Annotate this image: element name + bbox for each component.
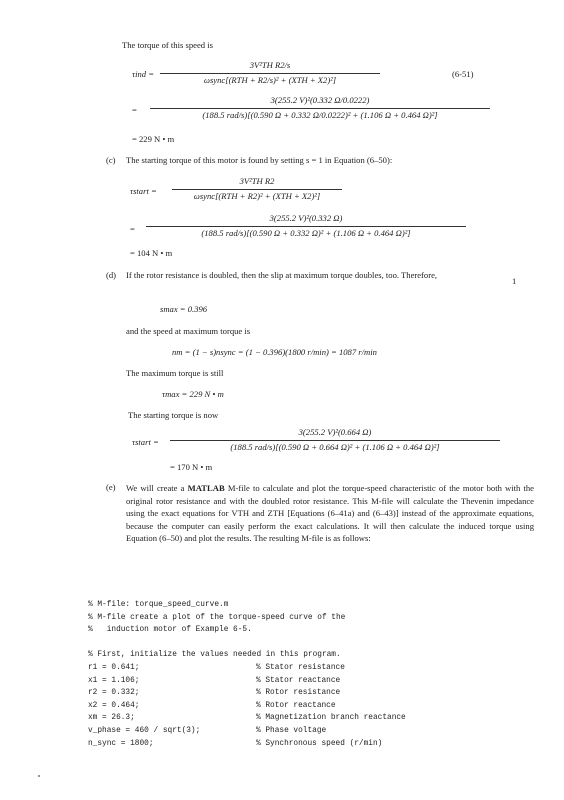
eq1-denominator: ωsync[(RTH + R2/s)² + (XTH + X2)²] <box>203 75 337 85</box>
item-d-smax: smax = 0.396 <box>160 304 208 314</box>
item-d-result: = 170 N • m <box>170 462 213 472</box>
item-c-numerator-values: 3(255.2 V)²(0.332 Ω) <box>269 213 343 223</box>
item-d-label: (d) <box>106 270 117 280</box>
item-d-text: If the rotor resistance is doubled, then the slip at maximum torque doubles, too. Therefore, <box>126 270 438 280</box>
code-comment: % Stator reactance <box>256 676 341 685</box>
code-line: n_sync = 1800; <box>88 739 154 748</box>
code-comment: % Stator resistance <box>256 664 345 672</box>
scan-artifact <box>38 775 40 777</box>
item-d-fraction-bar <box>170 440 500 441</box>
code-line: x2 = 0.464; <box>88 701 140 710</box>
item-d-lhs: τstart = <box>132 437 159 447</box>
item-c-numerator: 3V²TH R2 <box>239 176 275 186</box>
code-listing <box>88 600 548 760</box>
eq1-values-fraction-bar <box>150 108 490 109</box>
margin-mark: 1 <box>512 276 517 286</box>
item-c-denominator: ωsync[(RTH + R2)² + (XTH + X2)²] <box>193 191 321 201</box>
item-d-speed-intro: and the speed at maximum torque is <box>126 326 251 336</box>
item-d-denominator-values: (188.5 rad/s)[(0.590 Ω + 0.664 Ω)² + (1.106 Ω + 0.464 Ω)²] <box>230 442 440 452</box>
eq1-numerator: 3V²TH R2/s <box>249 60 291 70</box>
intro-text: The torque of this speed is <box>122 40 213 50</box>
item-d-speed-equation: nm = (1 − s)nsync = (1 − 0.396)(1800 r/min) = 1087 r/min <box>172 347 377 357</box>
eq1-fraction-bar <box>160 73 380 74</box>
code-comment: % Rotor reactance <box>256 701 336 710</box>
item-c-fraction-bar <box>172 189 342 190</box>
item-d-maxtorque: τmax = 229 N • m <box>162 389 224 399</box>
item-d-starting-intro: The starting torque is now <box>128 410 219 420</box>
item-c-result: = 104 N • m <box>130 248 173 258</box>
item-c-label: (c) <box>106 155 116 165</box>
code-line: v_phase = 460 / sqrt(3); <box>88 727 201 735</box>
code-comment: % Phase voltage <box>256 727 327 735</box>
code-line: % M-file: torque_speed_curve.m <box>88 601 229 609</box>
matlab-term: MATLAB <box>187 483 225 493</box>
item-c-text: The starting torque of this motor is found by setting s = 1 in Equation (6–50): <box>126 155 393 165</box>
item-c-values-fraction-bar <box>146 226 466 227</box>
item-d-maxtorque-intro: The maximum torque is still <box>126 368 224 378</box>
code-line: x1 = 1.106; <box>88 676 140 685</box>
code-line: % First, initialize the values needed in this program. <box>88 651 341 660</box>
code-comment: % Magnetization branch reactance <box>256 714 406 723</box>
code-comment: % Rotor resistance <box>256 689 341 698</box>
item-e-label: (e) <box>106 482 116 492</box>
item-d-numerator-values: 3(255.2 V)²(0.664 Ω) <box>298 427 372 437</box>
item-e-paragraph: We will create a MATLAB M-file to calculate and plot the torque-speed characteristic of the motor both with the original rotor resistance and with the doubled rotor resistance. This M-file will calculate the Thevenin impedance using the exact equations for VTH and ZTH [Equations (6–41a) and (6–43)] instead of the approximate equations, because the computer can easily perform the exact calculations. It will then calculate the induced torque using Equation (6–50) and plot the results. The resulting M-file is as follows: <box>126 483 534 544</box>
code-line: xm = 26.3; <box>88 714 135 723</box>
equation-number: (6-51) <box>452 69 474 79</box>
code-line: r1 = 0.641; <box>88 664 140 672</box>
eq1-result: = 229 N • m <box>132 134 175 144</box>
eq1-lhs: τind = <box>132 69 155 79</box>
eq1-numerator-values: 3(255.2 V)²(0.332 Ω/0.0222) <box>270 95 370 105</box>
code-line: r2 = 0.332; <box>88 689 140 698</box>
code-line: % M-file create a plot of the torque-speed curve of the <box>88 613 346 622</box>
item-c-lhs: τstart = <box>130 186 157 196</box>
document-page: The torque of this speed is τind = 3V²TH R2/s ωsync[(RTH + R2/s)² + (XTH + X2)²] (6-51) = 3(255.2 V)²(0.332 Ω/0.0222) (188.5 rad/s)[(0.590 Ω + 0.332 Ω/0.0222)² + (1.106 Ω + 0.464 Ω)²] = 229 N • m (c) The starting torque of this motor is found by setting s = 1 in Equation (6–50): τstart = 3V²TH R2 ωsync[(RTH + R2)² + (XTH + X2)²] = 3(255.2 V)²(0.332 Ω) (188.5 rad/s)[(0.590 Ω + 0.332 Ω)² + (1.106 Ω + 0.464 Ω)²] = 104 N • m (d) If the rotor resistance is doubled, then the slip at maximum torque doubles, too. Therefore, 1 smax = 0.396 and the speed at maximum torque is nm = (1 − s)nsync = (1 − 0.396)(1800 r/min) = 1087 r/min The maximum torque is still τmax = 229 N • m The starting torque is now τstart = 3(255.2 V)²(0.664 Ω) (188.5 rad/s)[(0.590 Ω + 0.664 Ω)² + (1.106 Ω + 0.464 Ω)²] = 170 N • m (e) We will create a MATLAB M-file to calculate and plot the torque-speed characteristic of the motor both with the original rotor resistance and with the doubled rotor resistance. This M-file will calculate the Thevenin impedance using the exact equations for VTH and ZTH [Equations (6–41a) and (6–43)] instead of the approximate equations, because the computer can easily perform the exact calculations. It will then calculate the induced torque using Equation (6–50) and plot the results. The resulting M-file is as follows: % M-file: torque_speed_curve.m % M-file create a plot of the torque-speed curve of the % induction motor of Example 6-5. % First, initialize the values needed in this program. r1 = 0.641; % Stator resistance x1 = 1.106; % Stator reactance r2 = 0.332; % Rotor resistance x2 = 0.464; % Rotor reactance xm = 26.3; % Magnetization branch reactance v_phase = 460 / sqrt(3); % Phase voltage n_sync = 1800; % Synchronous speed (r/min) <box>0 0 564 800</box>
item-c-denominator-values: (188.5 rad/s)[(0.590 Ω + 0.332 Ω)² + (1.106 Ω + 0.464 Ω)²] <box>201 228 411 238</box>
code-line: % induction motor of Example 6-5. <box>88 626 252 635</box>
eq1-denominator-values: (188.5 rad/s)[(0.590 Ω + 0.332 Ω/0.0222)² + (1.106 Ω + 0.464 Ω)²] <box>202 110 438 120</box>
code-comment: % Synchronous speed (r/min) <box>256 739 383 748</box>
